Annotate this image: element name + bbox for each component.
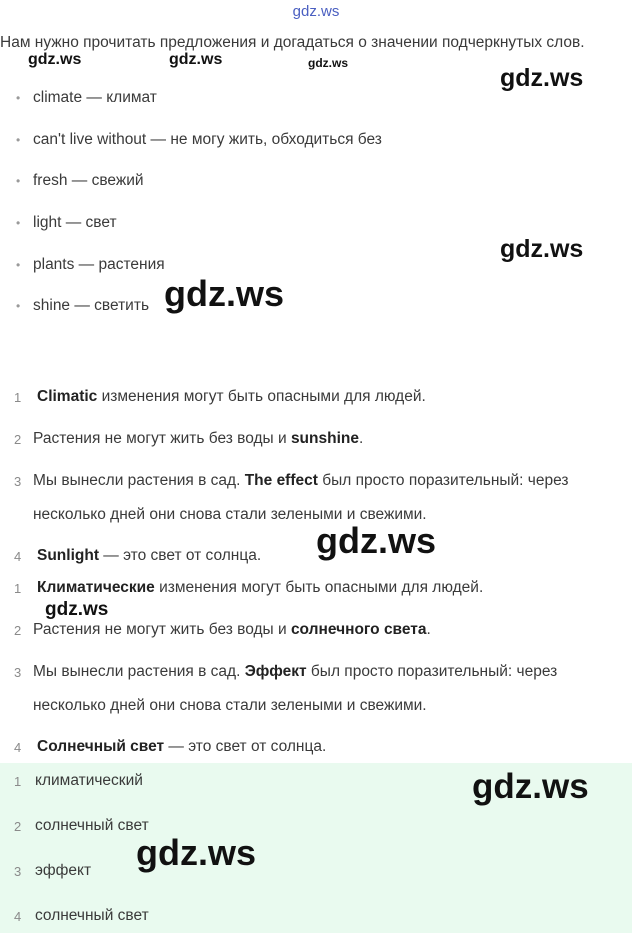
watermark: gdz.ws: [28, 51, 82, 68]
list-item: • plants — растения: [0, 247, 632, 289]
intro-text: Нам нужно прочитать предложения и догадаться о значении подчеркнутых слов.: [0, 34, 585, 51]
item-number: 4: [14, 909, 22, 924]
watermark: gdz.ws: [136, 832, 257, 873]
watermark: gdz.ws: [472, 767, 589, 806]
sentence-line: Sunlight — это свет от солнца.: [37, 547, 262, 564]
watermark-top: gdz.ws: [292, 3, 340, 20]
item-number: 4: [14, 740, 22, 755]
item-number: 2: [14, 819, 22, 834]
list-item: • fresh — свежий: [0, 163, 632, 205]
answer-item: климатический: [35, 772, 143, 789]
answer-item: солнечный свет: [35, 817, 149, 834]
watermark: gdz.ws: [164, 273, 285, 314]
sentence-line-continued: несколько дней они снова стали зелеными и свежими.: [33, 697, 427, 714]
bullet-icon: •: [16, 91, 21, 105]
watermark: gdz.ws: [169, 51, 223, 68]
item-number: 2: [14, 432, 22, 447]
item-number: 1: [14, 390, 22, 405]
sentence-line: Мы вынесли растения в сад. Эффект был просто поразительный: через: [33, 663, 558, 680]
sentence-line: Солнечный свет — это свет от солнца.: [37, 738, 327, 755]
item-number: 1: [14, 774, 22, 789]
answer-item: эффект: [35, 862, 92, 879]
bullet-icon: •: [16, 174, 21, 189]
item-number: 3: [14, 864, 22, 879]
sentence-line: Климатические изменения могут быть опасными для людей.: [37, 579, 484, 596]
sentence-line: Climatic изменения могут быть опасными для людей.: [37, 388, 426, 405]
item-number: 1: [14, 581, 22, 596]
sentence-line-continued: несколько дней они снова стали зелеными и свежими.: [33, 506, 427, 523]
vocab-list: [0, 80, 632, 330]
answer-item: солнечный свет: [35, 907, 149, 924]
list-item: • can't live without — не могу жить, обходиться без: [0, 122, 632, 164]
watermark: gdz.ws: [308, 56, 349, 70]
sentence-line: Растения не могут жить без воды и солнечного света.: [33, 621, 431, 638]
sentence-line: Мы вынесли растения в сад. The effect был просто поразительный: через: [33, 472, 569, 489]
list-item: • light — свет: [0, 205, 632, 247]
list-item: • climate — климат: [0, 80, 632, 122]
watermark: gdz.ws: [316, 520, 437, 561]
bullet-icon: •: [16, 257, 21, 272]
bullet-icon: •: [16, 132, 21, 147]
item-number: 4: [14, 549, 22, 564]
watermark: gdz.ws: [45, 599, 109, 620]
item-number: 3: [14, 665, 22, 680]
item-number: 3: [14, 474, 22, 489]
watermark: gdz.ws: [500, 64, 584, 92]
item-number: 2: [14, 623, 22, 638]
watermark: gdz.ws: [500, 235, 584, 263]
list-item: • shine — светить: [0, 288, 632, 330]
bullet-icon: •: [16, 216, 21, 231]
sentence-line: Растения не могут жить без воды и sunshine.: [33, 430, 364, 447]
bullet-icon: •: [16, 299, 21, 314]
